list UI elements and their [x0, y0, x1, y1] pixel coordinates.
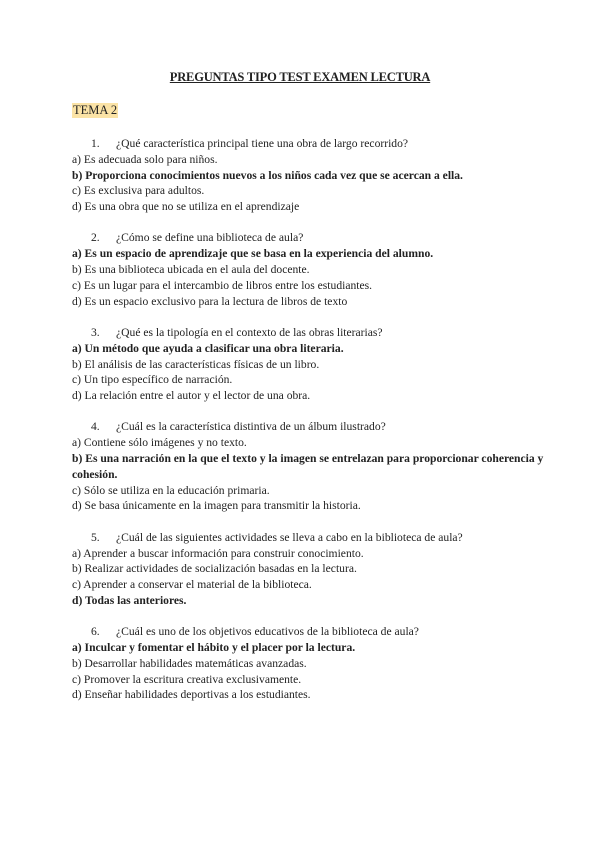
question-block	[72, 530, 560, 609]
section-heading: TEMA 2	[73, 103, 118, 117]
question-stem	[72, 230, 560, 246]
answer-option: b) Es una biblioteca ubicada en el aula del docente.	[72, 263, 310, 277]
question-text: ¿Qué es la tipología en el contexto de las obras literarias?	[116, 325, 383, 339]
answer-option-correct: d) Todas las anteriores.	[72, 593, 187, 607]
question-number: 1.	[91, 137, 100, 150]
answer-option-correct: a) Un método que ayuda a clasificar una obra literaria.	[72, 341, 344, 355]
question-text: ¿Cuál es la característica distintiva de un álbum ilustrado?	[116, 420, 386, 434]
question-text: ¿Cuál de las siguientes actividades se lleva a cabo en la biblioteca de aula?	[116, 530, 463, 544]
answer-option: b) Realizar actividades de socialización basadas en la lectura.	[72, 562, 357, 576]
question-stem	[72, 136, 560, 152]
page-title: PREGUNTAS TIPO TEST EXAMEN LECTURA	[169, 70, 431, 84]
answer-option: d) La relación entre el autor y el lector de una obra.	[72, 389, 311, 403]
answer-option: c) Un tipo específico de narración.	[72, 373, 233, 387]
answer-option: c) Es exclusiva para adultos.	[72, 184, 205, 198]
answer-option: b) Desarrollar habilidades matemáticas avanzadas.	[72, 656, 307, 670]
answer-option-correct: b) Es una narración en la que el texto y la imagen se entrelazan para proporcionar coherencia y cohesión.	[72, 452, 544, 481]
answer-option: c) Sólo se utiliza en la educación primaria.	[72, 483, 270, 497]
question-block	[72, 325, 560, 404]
answer-option: a) Contiene sólo imágenes y no texto.	[72, 436, 247, 450]
question-number: 4.	[91, 420, 100, 434]
question-block	[72, 230, 560, 309]
question-list	[72, 136, 560, 719]
question-text: ¿Qué característica principal tiene una obra de largo recorrido?	[116, 137, 409, 150]
answer-option: d) Es una obra que no se utiliza en el aprendizaje	[72, 200, 300, 214]
answer-option: d) Enseñar habilidades deportivas a los estudiantes.	[72, 688, 311, 702]
answer-option: c) Es un lugar para el intercambio de libros entre los estudiantes.	[72, 278, 373, 292]
question-number: 2.	[91, 231, 100, 245]
answer-option: a) Aprender a buscar información para construir conocimiento.	[72, 546, 364, 560]
question-stem	[72, 530, 560, 546]
question-stem	[72, 419, 560, 435]
answer-option: a) Es adecuada solo para niños.	[72, 152, 218, 166]
question-number: 6.	[91, 625, 100, 639]
answer-option-correct: a) Es un espacio de aprendizaje que se basa en la experiencia del alumno.	[72, 247, 434, 261]
question-text: ¿Cuál es uno de los objetivos educativos de la biblioteca de aula?	[116, 625, 419, 639]
answer-option: d) Es un espacio exclusivo para la lectura de libros de texto	[72, 294, 348, 308]
question-text: ¿Cómo se define una biblioteca de aula?	[116, 231, 304, 245]
answer-option: b) El análisis de las características físicas de un libro.	[72, 357, 320, 371]
question-number: 3.	[91, 325, 100, 339]
question-stem	[72, 624, 560, 640]
answer-option: c) Promover la escritura creativa exclusivamente.	[72, 672, 302, 686]
question-block	[72, 136, 560, 215]
answer-option-correct: b) Proporciona conocimientos nuevos a los niños cada vez que se acercan a ella.	[72, 168, 463, 182]
answer-option-correct: a) Inculcar y fomentar el hábito y el placer por la lectura.	[72, 641, 356, 655]
answer-option: c) Aprender a conservar el material de la biblioteca.	[72, 578, 312, 592]
question-number: 5.	[91, 530, 100, 544]
question-block	[72, 419, 560, 514]
question-stem	[72, 325, 560, 341]
question-block	[72, 624, 560, 703]
answer-option: d) Se basa únicamente en la imagen para transmitir la historia.	[72, 499, 361, 513]
